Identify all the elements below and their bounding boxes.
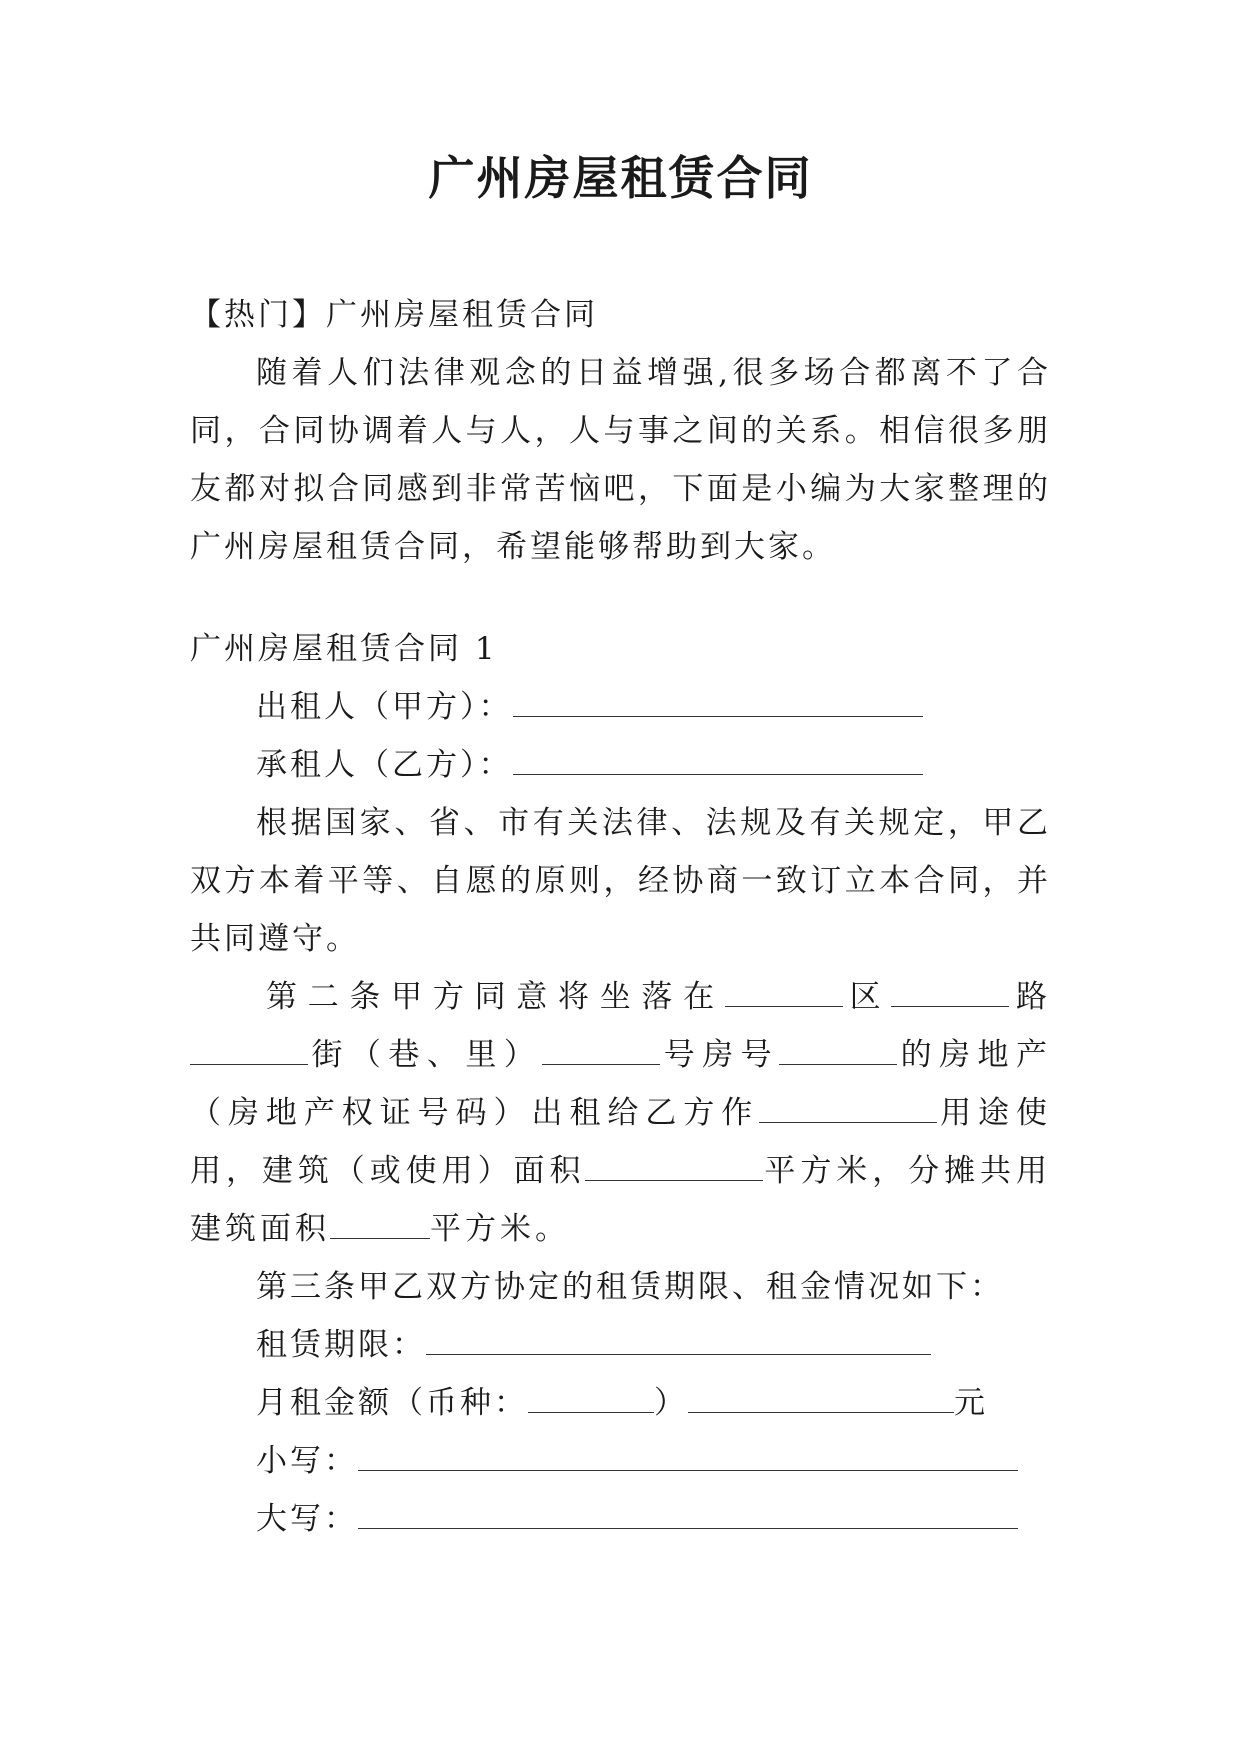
lessee-label: 承租人（乙方）：	[256, 747, 513, 783]
uppercase-label: 大写：	[256, 1501, 358, 1537]
article-3-paragraph: 第三条甲乙双方协定的租赁期限、租金情况如下：	[256, 1269, 1004, 1305]
article-2-text-2: 区	[842, 979, 892, 1015]
section-heading: 广州房屋租赁合同 1	[190, 631, 498, 667]
monthly-rent-close: ）	[654, 1385, 688, 1421]
document-body	[190, 286, 1051, 1548]
lease-term-label: 租赁期限：	[256, 1327, 426, 1363]
article-2-text-6: 的房地产（房地产权证号码）出租给乙方作	[190, 1037, 1052, 1131]
article-2-text-4: 街（巷、里）	[308, 1037, 543, 1073]
document-title: 广州房屋租赁合同	[428, 151, 813, 205]
area-blank	[585, 1156, 763, 1181]
room-number-blank	[779, 1040, 897, 1065]
district-blank	[725, 982, 843, 1007]
lease-term-line	[190, 1316, 1051, 1374]
monthly-rent-line	[190, 1374, 1051, 1432]
article-2-text-3: 路	[1009, 979, 1052, 1015]
usage-blank	[759, 1098, 937, 1123]
street-blank	[190, 1040, 308, 1065]
uppercase-blank	[358, 1504, 1018, 1529]
lowercase-label: 小写：	[256, 1443, 358, 1479]
lessor-blank	[513, 692, 923, 717]
lowercase-line	[190, 1432, 1051, 1490]
uppercase-line	[190, 1490, 1051, 1548]
lessor-label: 出租人（甲方）：	[256, 689, 513, 725]
lessee-line	[190, 736, 1051, 794]
currency-blank	[528, 1388, 654, 1413]
lessee-blank	[513, 750, 923, 775]
article-2-text-5: 号房号	[660, 1037, 780, 1073]
monthly-rent-blank	[688, 1388, 954, 1413]
article-2-text-9: 平方米。	[430, 1211, 570, 1247]
road-blank	[891, 982, 1009, 1007]
shared-area-blank	[330, 1214, 430, 1239]
lessor-line	[190, 678, 1051, 736]
lowercase-blank	[358, 1446, 1018, 1471]
lease-term-blank	[426, 1330, 931, 1355]
article-2-paragraph	[190, 968, 1051, 1258]
preamble-paragraph: 根据国家、省、市有关法律、法规及有关规定，甲乙双方本着平等、自愿的原则，经协商一致订立本合同，并共同遵守。	[190, 805, 1051, 957]
intro-paragraph: 随着人们法律观念的日益增强,很多场合都离不了合同，合同协调着人与人，人与事之间的关系。相信很多朋友都对拟合同感到非常苦恼吧，下面是小编为大家整理的广州房屋租赁合同，希望能够帮助到大家。	[190, 355, 1051, 565]
monthly-rent-unit: 元	[954, 1385, 988, 1421]
article-2-text-8: 平方米，分摊共用建筑面积	[190, 1153, 1052, 1247]
monthly-rent-label: 月租金额（币种：	[256, 1385, 528, 1421]
spacer	[190, 576, 1051, 620]
article-2-text-1: 第二条甲方同意将坐落在	[266, 979, 725, 1015]
intro-heading: 【热门】广州房屋租赁合同	[190, 297, 598, 333]
article-2-text-7: 用途使用，建筑（或使用）面积	[190, 1095, 1052, 1189]
house-number-blank	[542, 1040, 660, 1065]
